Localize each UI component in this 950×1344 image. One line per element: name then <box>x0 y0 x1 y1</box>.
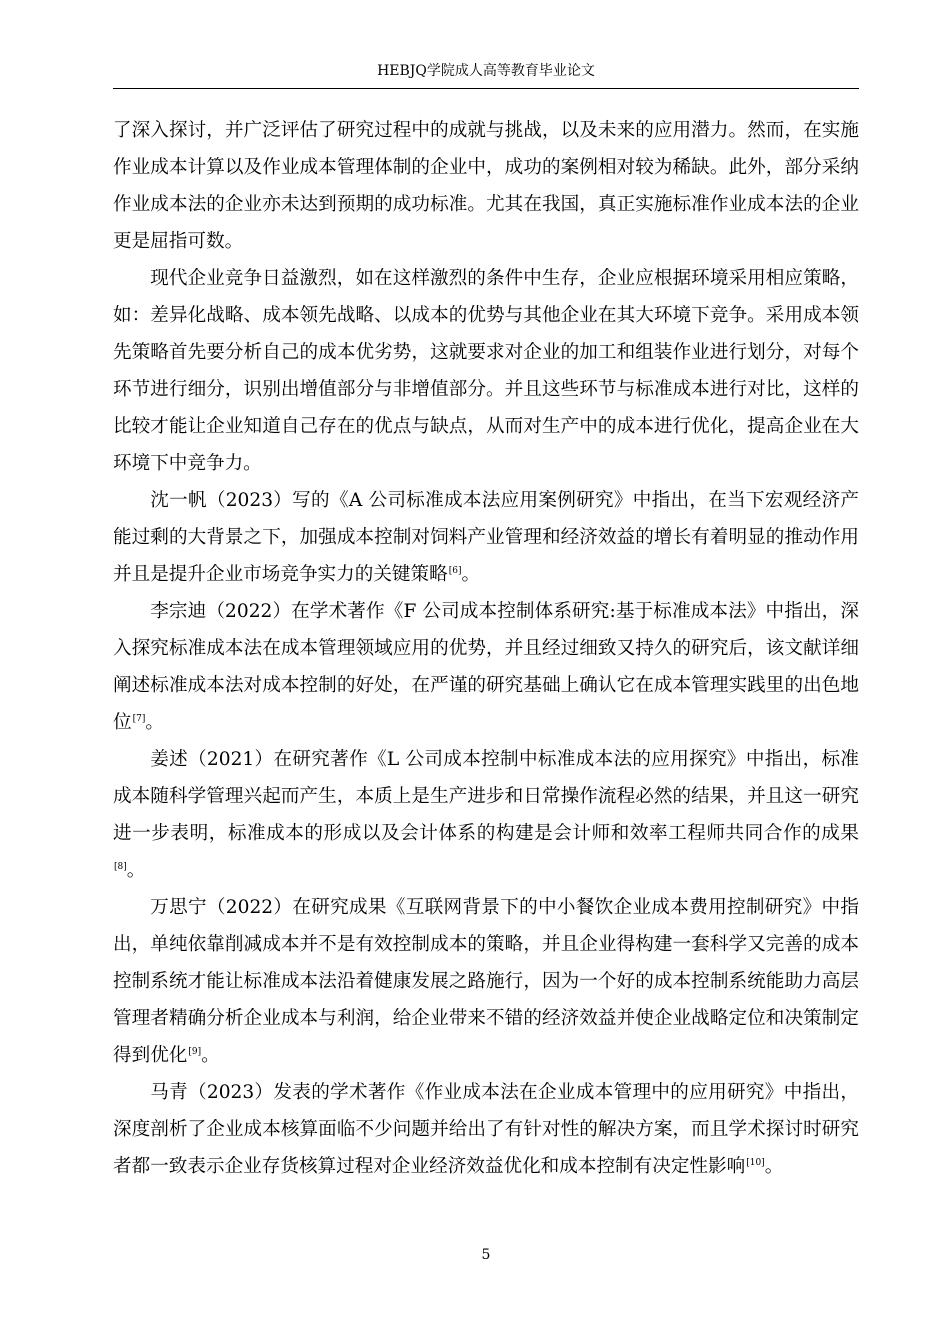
paragraph-5: 姜述（2021）在研究著作《L 公司成本控制中标准成本法的应用探究》中指出，标准成本随科学管理兴起而产生，本质上是生产进步和日常操作流程必然的结果，并且这一研究进一步表明，标准成本的形成以及会计体系的构建是会计师和效率工程师共同合作的成果[8]。 <box>113 749 859 881</box>
header-divider <box>113 88 859 89</box>
paragraph-7: 马青（2023）发表的学术著作《作业成本法在企业成本管理中的应用研究》中指出，深度剖析了企业成本核算面临不少问题并给出了有针对性的解决方案，而且学术探讨时研究者都一致表示企业存货核算过程对企业经济效益优化和成本控制有决定性影响[10]。 <box>113 1082 859 1177</box>
paragraph-2: 现代企业竞争日益激烈，如在这样激烈的条件中生存，企业应根据环境采用相应策略，如：差异化战略、成本领先战略、以成本的优势与其他企业在其大环境下竞争。采用成本领先策略首先要分析自己的成本优劣势，这就要求对企业的加工和组装作业进行划分，对每个环节进行细分，识别出增值部分与非增值部分。并且这些环节与标准成本进行对比，这样的比较才能让企业知道自己存在的优点与缺点，从而对生产中的成本进行优化，提高企业在大环境下中竞争力。 <box>113 268 859 474</box>
page-header: HEBJQ学院成人高等教育毕业论文 <box>377 63 595 79</box>
paragraph-3: 沈一帆（2023）写的《A 公司标准成本法应用案例研究》中指出，在当下宏观经济产能过剩的大背景之下，加强成本控制对饲料产业管理和经济效益的增长有着明显的推动作用并且是提升企业市场竞争实力的关键策略[6]。 <box>113 490 859 585</box>
page-number: 5 <box>481 1247 491 1263</box>
citation-ref: [7] <box>132 713 146 724</box>
citation-ref: [8] <box>114 861 127 872</box>
citation-ref: [10] <box>746 1157 765 1168</box>
citation-ref: [6] <box>448 565 462 576</box>
paragraph-6: 万思宁（2022）在研究成果《互联网背景下的中小餐饮企业成本费用控制研究》中指出，单纯依靠削减成本并不是有效控制成本的策略，并且企业得构建一套科学又完善的成本控制系统才能让标准成本法沿着健康发展之路施行，因为一个好的成本控制系统能助力高层管理者精确分析企业成本与利润，给企业带来不错的经济效益并使企业战略定位和决策制定得到优化[9]。 <box>113 897 859 1066</box>
paragraph-1: 了深入探讨，并广泛评估了研究过程中的成就与挑战，以及未来的应用潜力。然而，在实施作业成本计算以及作业成本管理体制的企业中，成功的案例相对较为稀缺。此外，部分采纳作业成本法的企业亦未达到预期的成功标准。尤其在我国，真正实施标准作业成本法的企业更是屈指可数。 <box>113 120 859 252</box>
citation-ref: [9] <box>188 1046 202 1057</box>
document-body <box>113 112 859 1185</box>
paragraph-4: 李宗迪（2022）在学术著作《F 公司成本控制体系研究:基于标准成本法》中指出，深入探究标准成本法在成本管理领域应用的优势，并且经过细致又持久的研究后，该文献详细阐述标准成本法对成本控制的好处，在严谨的研究基础上确认它在成本管理实践里的出色地位[7]。 <box>113 601 859 733</box>
